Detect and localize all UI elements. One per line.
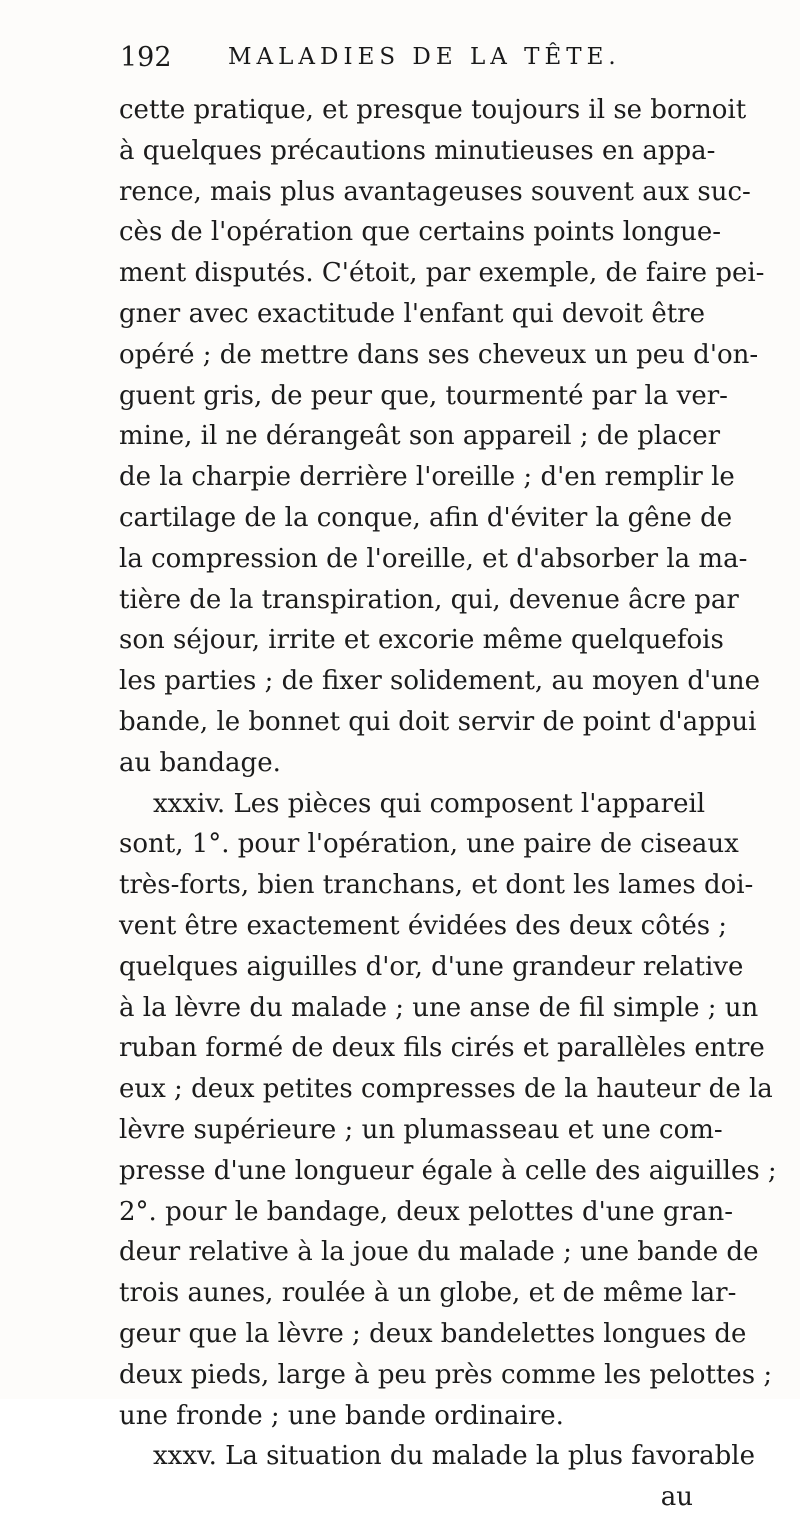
text-line: deur relative à la joue du malade ; une bande de (119, 1237, 759, 1268)
text-line: une fronde ; une bande ordinaire. (119, 1400, 564, 1431)
page-header (120, 42, 680, 82)
text-line: guent gris, de peur que, tourmenté par la ver- (119, 380, 728, 411)
text-line: trois aunes, roulée à un globe, et de même lar- (119, 1278, 737, 1309)
text-line: ruban formé de deux fils cirés et parallèles entre (119, 1033, 765, 1064)
text-line: eux ; deux petites compresses de la hauteur de la (119, 1074, 773, 1105)
text-line: tière de la transpiration, qui, devenue âcre par (119, 584, 739, 615)
text-line: très-forts, bien tranchans, et dont les lames doi- (119, 870, 754, 901)
text-line: son séjour, irrite et excorie même quelquefois (119, 625, 724, 656)
text-line: la compression de l'oreille, et d'absorber la ma- (119, 543, 748, 574)
text-line: opéré ; de mettre dans ses cheveux un peu d'on- (119, 339, 759, 370)
text-line: mine, il ne dérangeât son appareil ; de placer (119, 421, 721, 452)
text-line: sont, 1°. pour l'opération, une paire de ciseaux (119, 829, 739, 860)
text-line: quelques aiguilles d'or, d'une grandeur relative (119, 951, 744, 982)
text-line: cartilage de la conque, afin d'éviter la gêne de (119, 502, 733, 533)
text-line: ment disputés. C'étoit, par exemple, de faire pei- (119, 258, 765, 289)
catchword: au (660, 1482, 693, 1513)
text-line: gner avec exactitude l'enfant qui devoit être (119, 298, 705, 329)
body-text (119, 90, 777, 1518)
text-line: les parties ; de fixer solidement, au moyen d'une (119, 666, 761, 697)
text-line: à la lèvre du malade ; une anse de fil simple ; un (119, 992, 759, 1023)
text-line: geur que la lèvre ; deux bandelettes longues de (119, 1318, 747, 1349)
text-line: de la charpie derrière l'oreille ; d'en remplir le (119, 462, 735, 493)
text-line: vent être exactement évidées des deux côtés ; (119, 910, 728, 941)
text-line: lèvre supérieure ; un plumasseau et une com- (119, 1114, 723, 1145)
page-number: 192 (120, 42, 172, 73)
text-line: au bandage. (119, 747, 281, 778)
text-line: rence, mais plus avantageuses souvent aux suc- (119, 176, 751, 207)
text-line: cette pratique, et presque toujours il se bornoit (119, 95, 747, 125)
text-line: cès de l'opération que certains points longue- (119, 217, 722, 248)
text-line: à quelques précautions minutieuses en appa- (119, 135, 716, 166)
text-line: bande, le bonnet qui doit servir de point d'appui (119, 706, 757, 737)
running-title: MALADIES DE LA TÊTE. (228, 44, 621, 70)
section-line: xxxiv. Les pièces qui composent l'appareil (153, 788, 706, 819)
section-line: xxxv. La situation du malade la plus favorable (153, 1441, 755, 1472)
text-line: presse d'une longueur égale à celle des aiguilles ; (119, 1155, 777, 1186)
text-line: 2°. pour le bandage, deux pelottes d'une gran- (119, 1196, 733, 1227)
text-line: deux pieds, large à peu près comme les pelottes ; (119, 1359, 773, 1390)
